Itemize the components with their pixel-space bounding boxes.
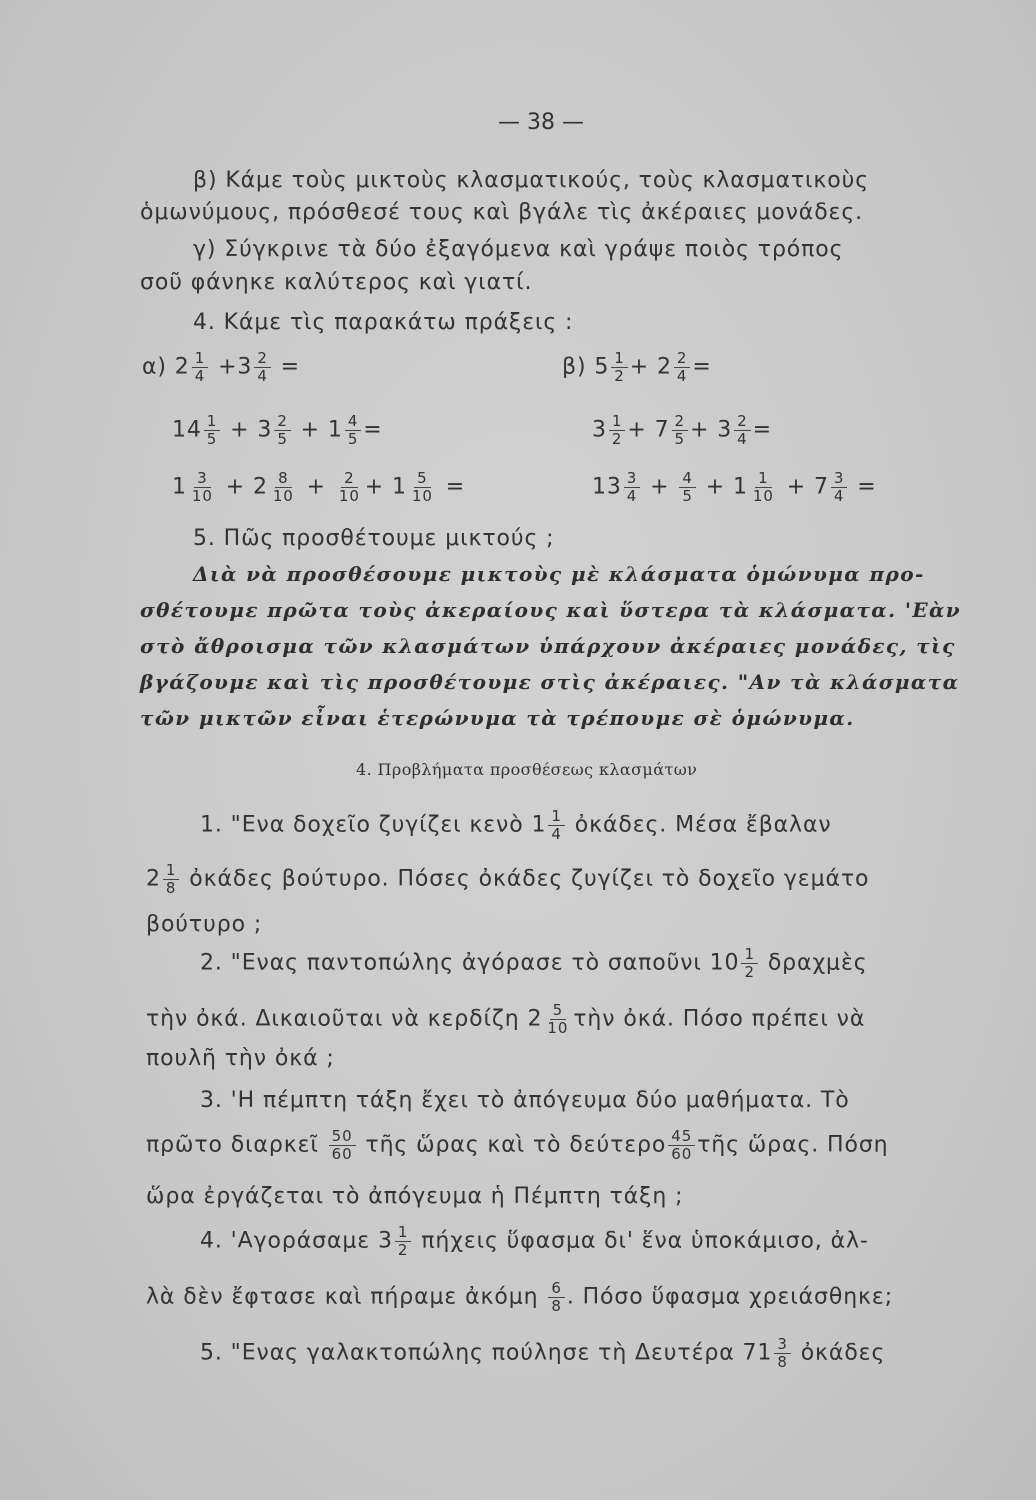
text-line: β) Κάμε τοὺς μικτοὺς κλασματικούς, τοὺς κλασματικοὺς — [193, 168, 870, 193]
text-line: σοῦ φάνηκε καλύτερος καὶ γιατί. — [140, 270, 533, 295]
problem-1-line1: 1. "Ενα δοχεῖο ζυγίζει κενὸ 1 $\frac{1}{4}$ ὀκάδες. Μέσα ἔβαλαν — [200, 807, 832, 843]
rule-line: Διὰ νὰ προσθέσουμε μικτοὺς μὲ κλάσματα ὁμώνυμα προ- — [193, 562, 925, 586]
problem-3-line2: πρῶτο διαρκεῖ $\frac{50}{60}$ τῆς ὥρας καὶ τὸ δεύτερο $\frac{45}{60}$ τῆς ὥρας. Πόση — [146, 1127, 889, 1163]
problem-1-line3: βούτυρο ; — [146, 912, 263, 937]
problem-5-line1: 5. "Ενας γαλακτοπώλης πούλησε τὴ Δευτέρα 71 $\frac{3}{8}$ ὀκάδες — [200, 1335, 886, 1371]
rule-line: τῶν μικτῶν εἶναι ἑτερώνυμα τὰ τρέπουμε σὲ ὁμώνυμα. — [140, 706, 855, 730]
problem-2-line3: πουλῆ τὴν ὀκά ; — [146, 1046, 335, 1071]
problem-3-line1: 3. 'Η πέμπτη τάξη ἔχει τὸ ἀπόγευμα δύο μαθήματα. Τὸ — [200, 1088, 850, 1113]
text-line: γ) Σύγκρινε τὰ δύο ἐξαγόμενα καὶ γράψε ποιὸς τρόπος — [193, 237, 844, 262]
problem-3-line3: ὥρα ἐργάζεται τὸ ἀπόγευμα ἡ Πέμπτη τάξη ; — [146, 1184, 684, 1209]
exercise-row3-right: 13 $\frac{3}{4}$ + $\frac{4}{5}$ + 1 $\frac{1}{10}$ + 7 $\frac{3}{4}$ = — [592, 469, 877, 505]
exercise-b: β) 5 $\frac{1}{2}$ + 2 $\frac{2}{4}$ = — [562, 349, 712, 385]
problem-4-line2: λὰ δὲν ἔφτασε καὶ πήραμε ἀκόμη $\frac{6}{8}$ . Πόσο ὕφασμα χρειάσθηκε; — [146, 1279, 894, 1315]
text-line: 4. Κάμε τὶς παρακάτω πράξεις : — [193, 310, 574, 335]
exercise-row2-right: 3 $\frac{1}{2}$ + 7 $\frac{2}{5}$ + 3 $\frac{2}{4}$ = — [592, 412, 772, 448]
rule-line: βγάζουμε καὶ τὶς προσθέτουμε στὶς ἀκέραιες. "Αν τὰ κλάσματα — [140, 670, 960, 694]
rule-line: σθέτουμε πρῶτα τοὺς ἀκεραίους καὶ ὕστερα τὰ κλάσματα. 'Εὰν — [140, 598, 962, 622]
problem-1-line2: 2 $\frac{1}{8}$ ὀκάδες βούτυρο. Πόσες ὀκάδες ζυγίζει τὸ δοχεῖο γεμάτο — [146, 861, 870, 897]
page-number: — 38 — — [498, 110, 584, 135]
problem-4-line1: 4. 'Αγοράσαμε 3 $\frac{1}{2}$ πήχεις ὕφασμα δι' ἕνα ὑποκάμισο, ἀλ- — [200, 1223, 869, 1259]
question-5: 5. Πῶς προσθέτουμε μικτούς ; — [193, 526, 555, 551]
problem-2-line2: τὴν ὀκά. Δικαιοῦται νὰ κερδίζη 2 $\frac{5}{10}$ τὴν ὀκά. Πόσο πρέπει νὰ — [146, 1001, 866, 1037]
exercise-row3-left: 1 $\frac{3}{10}$ + 2 $\frac{8}{10}$ + $\frac{2}{10}$ + 1 $\frac{5}{10}$ = — [172, 469, 466, 505]
text-line: ὁμωνύμους, πρόσθεσέ τους καὶ βγάλε τὶς ἀκέραιες μονάδες. — [140, 200, 864, 225]
rule-line: στὸ ἄθροισμα τῶν κλασμάτων ὑπάρχουν ἀκέραιες μονάδες, τὶς — [140, 634, 956, 658]
exercise-a: α) 2 $\frac{1}{4}$ +3 $\frac{2}{4}$ = — [142, 349, 301, 385]
section-heading: 4. Προβλήματα προσθέσεως κλασμάτων — [356, 760, 698, 779]
exercise-row2-left: 14 $\frac{1}{5}$ + 3 $\frac{2}{5}$ + 1 $\frac{4}{5}$ = — [172, 412, 383, 448]
problem-2-line1: 2. "Ενας παντοπώλης ἀγόρασε τὸ σαποῦνι 10 $\frac{1}{2}$ δραχμὲς — [200, 945, 868, 981]
